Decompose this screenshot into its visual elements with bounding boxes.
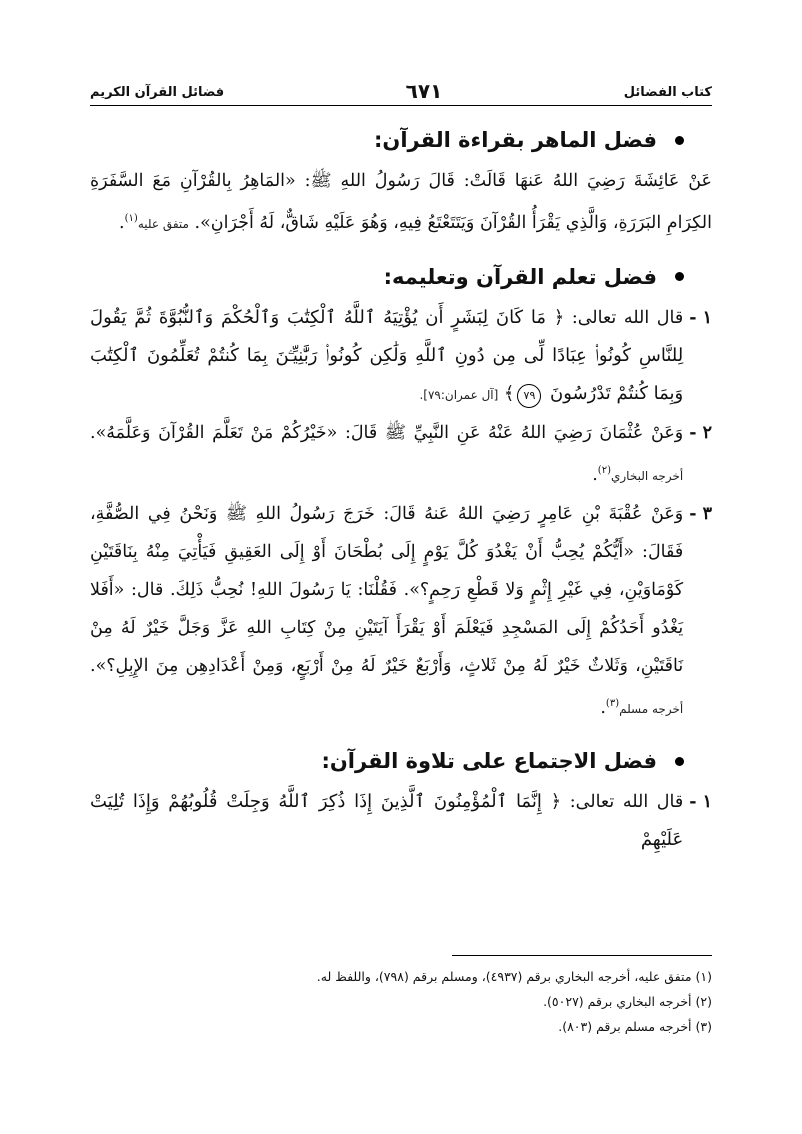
footnote-marker[interactable]: (٣) xyxy=(605,697,620,709)
hadith-source: أخرجه مسلم xyxy=(619,701,684,716)
book-title: فضائل القرآن الكريم xyxy=(90,85,225,100)
ayah-number-marker: ٧٩ xyxy=(517,384,541,408)
section-title: فضل الاجتماع على تلاوة القرآن: xyxy=(321,749,657,774)
section-heading xyxy=(90,265,712,289)
quran-verse: ﴿ إِنَّمَا ٱلْمُؤْمِنُونَ ٱلَّذِينَ إِذَا ذُكِرَ ٱللَّهُ وَجِلَتْ قُلُوبُهُمْ وَإِذَا تُلِيَتْ عَلَيْهِمْ xyxy=(90,791,684,851)
item-number: ٢ - xyxy=(689,422,712,443)
footnote-marker[interactable]: (١) xyxy=(124,213,138,224)
hadith-text: وَعَنْ عُقْبَةَ بْنِ عَامِرٍ رَضِيَ اللهُ عَنهُ قَالَ: خَرَجَ رَسُولُ اللهِ ﷺ وَنَحْنُ فِي الصُّفَّةِ، فَقَالَ: «أَيُّكُمْ يُحِبُّ أَنْ يَغْدُوَ كُلَّ يَوْمٍ إِلَى بُطْحَانَ أَوْ إِلَى العَقِيقِ فَيَأْتِيَ مِنْهُ بِنَاقَتَيْنِ كَوْمَاوَيْنِ، فِي غَيْرِ إِثْمٍ وَلا قَطْعِ رَحِمٍ؟». فَقُلْنَا: يَا رَسُولَ اللهِ! نُحِبُّ ذَلِكَ. قال: «أَفَلا يَغْدُو أَحَدُكُمْ إِلَى المَسْجِدِ فَيَعْلَمَ أَوْ يَقْرَأَ آيَتَيْنِ مِنْ كِتَابِ اللهِ عَزَّ وَجَلَّ خَيْرٌ لَهُ مِنْ نَاقَتَيْنِ، وَثَلاثٌ خَيْرٌ لَهُ مِنْ ثَلاثٍ، وَأَرْبَعٌ خَيْرٌ لَهُ مِنْ أَرْبَعٍ، وَمِنْ أَعْدَادِهِن مِنَ الإِبِلِ؟». xyxy=(90,503,684,676)
footnote-marker[interactable]: (٢) xyxy=(597,464,611,476)
section-heading xyxy=(90,749,712,773)
hadith-source: أخرجه البخاري xyxy=(610,468,684,483)
list-item xyxy=(90,414,712,495)
page-number: ٦٧١ xyxy=(405,79,443,103)
verse-reference: [آل عمران:٧٩]. xyxy=(419,387,499,402)
footnote: (٣) أخرجه مسلم برقم (٨٠٣). xyxy=(558,1019,712,1034)
list-item xyxy=(90,495,712,728)
footnote-divider xyxy=(452,955,712,956)
section-title: فضل تعلم القرآن وتعليمه: xyxy=(383,264,657,289)
footnote: (٢) أخرجه البخاري برقم (٥٠٢٧). xyxy=(543,994,712,1009)
bullet-icon xyxy=(675,136,684,145)
hadith-paragraph: عَنْ عَائِشَةَ رَضِيَ اللهُ عَنهَا قَالَتْ: قَالَ رَسُولُ اللهِ ﷺ: «المَاهِرُ بِالقُرْآنِ مَعَ السَّفَرَةِ الكِرَامِ البَرَرَةِ، وَالَّذِي يَقْرَأُ القُرْآنَ وَيَتَتَعْتَعُ فِيهِ، وَهُوَ عَلَيْهِ شَاقٌّ، لَهُ أَجْرَانِ». متفق عليه$^{(١)}$. xyxy=(90,171,712,233)
item-number: ١ - xyxy=(689,792,712,813)
verse-paragraph xyxy=(90,299,683,414)
footnote: (١) متفق عليه، أخرجه البخاري برقم (٤٩٣٧)، ومسلم برقم (٧٩٨)، واللفظ له. xyxy=(316,969,712,984)
running-header xyxy=(90,75,712,106)
verse-paragraph xyxy=(90,783,683,859)
bullet-icon xyxy=(675,757,684,766)
verse-intro: قال الله تعالى: xyxy=(571,307,684,328)
verse-intro: قال الله تعالى: xyxy=(569,792,684,813)
section-heading xyxy=(90,128,712,152)
list-item xyxy=(90,299,712,414)
footnotes xyxy=(90,955,712,1039)
hadith-paragraph: وَعَنْ عُقْبَةَ بْنِ عَامِرٍ رَضِيَ اللهُ عَنهُ قَالَ: خَرَجَ رَسُولُ اللهِ ﷺ وَنَحْنُ فِي الصُّفَّةِ، فَقَالَ: «أَيُّكُمْ يُحِبُّ أَنْ يَغْدُوَ كُلَّ يَوْمٍ إِلَى بُطْحَانَ أَوْ إِلَى العَقِيقِ فَيَأْتِيَ مِنْهُ بِنَاقَتَيْنِ كَوْمَاوَيْنِ، فِي غَيْرِ إِثْمٍ وَلا قَطْعِ رَحِمٍ؟». فَقُلْنَا: يَا رَسُولَ اللهِ! نُحِبُّ ذَلِكَ. قال: «أَفَلا يَغْدُو أَحَدُكُمْ إِلَى المَسْجِدِ فَيَعْلَمَ أَوْ يَقْرَأَ آيَتَيْنِ مِنْ كِتَابِ اللهِ عَزَّ وَجَلَّ خَيْرٌ لَهُ مِنْ نَاقَتَيْنِ، وَثَلاثٌ خَيْرٌ لَهُ مِنْ ثَلاثٍ، وَأَرْبَعٌ خَيْرٌ لَهُ مِنْ أَرْبَعٍ، وَمِنْ أَعْدَادِهِن مِنَ الإِبِلِ؟». أخرجه مسلم$^{(٣)}$. xyxy=(90,503,684,718)
book-page xyxy=(90,75,712,1134)
page-body xyxy=(90,128,712,859)
bullet-icon xyxy=(675,272,684,281)
hadith-text: عَنْ عَائِشَةَ رَضِيَ اللهُ عَنهَا قَالَتْ: قَالَ رَسُولُ اللهِ ﷺ: «المَاهِرُ بِالقُرْآنِ مَعَ السَّفَرَةِ الكِرَامِ البَرَرَةِ، وَالَّذِي يَقْرَأُ القُرْآنَ وَيَتَتَعْتَعُ فِيهِ، وَهُوَ عَلَيْهِ شَاقٌّ، لَهُ أَجْرَانِ». xyxy=(90,171,712,233)
item-number: ٣ - xyxy=(689,503,712,524)
hadith-paragraph: وَعَنْ عُثْمَانَ رَضِيَ اللهُ عَنْهُ عَنِ النَّبِيِّ ﷺ قَالَ: «خَيْرُكُمْ مَنْ تَعَلَّمَ القُرْآنَ وَعَلَّمَهُ». أخرجه البخاري$^{(٢)}$. xyxy=(90,422,684,485)
quran-verse: ﴿ مَا كَانَ لِبَشَرٍ أَن يُؤْتِيَهُ ٱللَّهُ ٱلْكِتَٰبَ وَٱلْحُكْمَ وَٱلنُّبُوَّةَ ثُمَّ يَقُولَ لِلنَّاسِ كُونُوا۟ عِبَادًا لِّى مِن دُونِ ٱللَّهِ وَلَٰكِن كُونُوا۟ رَبَّٰنِيِّـۧنَ بِمَا كُنتُمْ تُعَلِّمُونَ ٱلْكِتَٰبَ وَبِمَا كُنتُمْ تَدْرُسُونَ xyxy=(90,306,684,404)
chapter-title: كتاب الفضائل xyxy=(623,85,712,100)
section-title: فضل الماهر بقراءة القرآن: xyxy=(374,128,657,152)
verse-close-bracket: ﴾ xyxy=(503,382,515,404)
hadith-source: متفق عليه xyxy=(137,216,189,231)
list-item xyxy=(90,783,712,859)
hadith-text: وَعَنْ عُثْمَانَ رَضِيَ اللهُ عَنْهُ عَنِ النَّبِيِّ ﷺ قَالَ: «خَيْرُكُمْ مَنْ تَعَلَّمَ القُرْآنَ وَعَلَّمَهُ». xyxy=(90,422,684,443)
item-number: ١ - xyxy=(689,307,712,328)
